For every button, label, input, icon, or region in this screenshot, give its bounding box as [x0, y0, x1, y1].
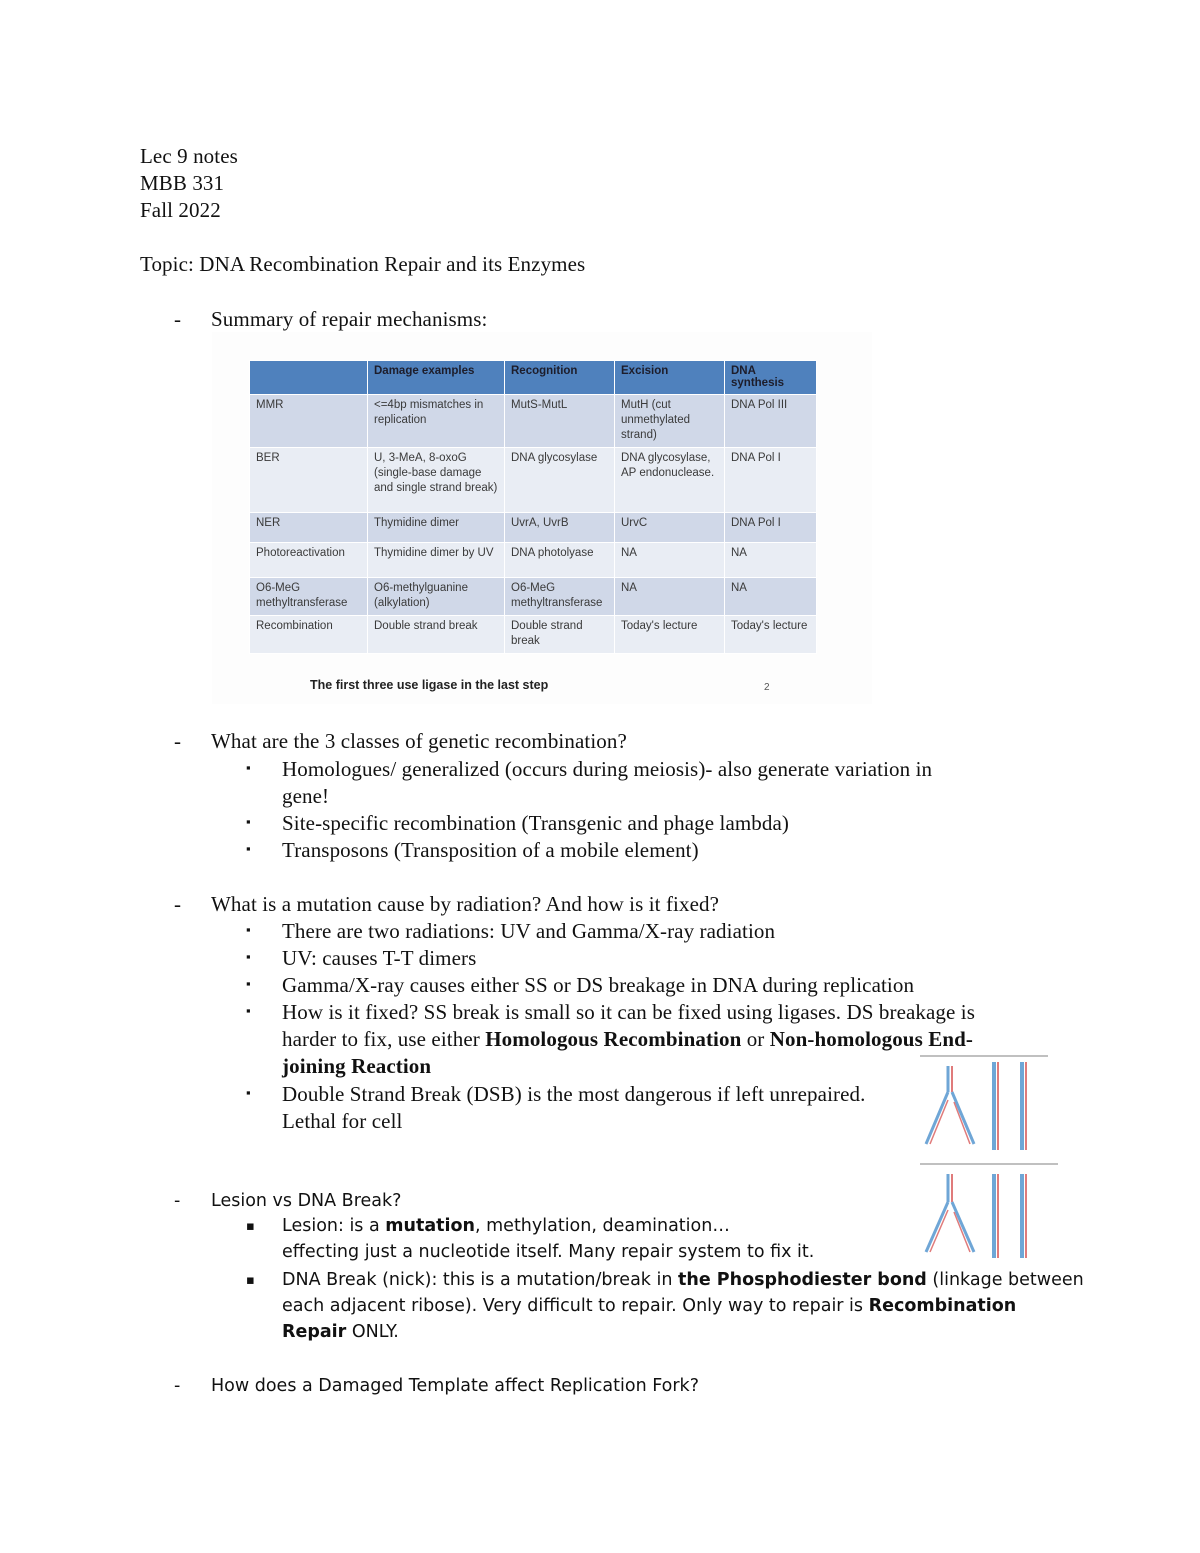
list-dash: -: [174, 729, 182, 753]
table-cell: MutS-MutL: [505, 395, 615, 448]
list-item: Gamma/X-ray causes either SS or DS breakage in DNA during replication: [282, 973, 915, 997]
slide-number: 2: [764, 682, 770, 693]
repair-summary-slide: [212, 332, 872, 704]
table-cell: DNA Pol I: [725, 513, 817, 543]
table-cell: NER: [250, 513, 368, 543]
fork-diagram-bottom: [926, 1174, 1027, 1258]
text-run: ONLY.: [346, 1322, 399, 1342]
bold-term: joining Reaction: [282, 1054, 432, 1078]
bullet-square: ▪: [246, 976, 251, 991]
question-lesion-vs-break: Lesion vs DNA Break?: [211, 1191, 402, 1211]
text-run: Lesion: is a: [282, 1216, 386, 1236]
table-cell: <=4bp mismatches in replication: [368, 395, 505, 448]
table-cell: NA: [725, 578, 817, 616]
list-dash: -: [174, 1376, 181, 1396]
list-dash: -: [174, 1191, 181, 1211]
table-cell: O6-MeG methyltransferase: [505, 578, 615, 616]
question-radiation: What is a mutation cause by radiation? And how is it fixed?: [211, 892, 720, 916]
bold-term: Homologous Recombination: [485, 1027, 742, 1051]
table-cell: MMR: [250, 395, 368, 448]
list-item: UV: causes T-T dimers: [282, 946, 477, 970]
table-cell: NA: [615, 543, 725, 578]
bullet-square: ▪: [246, 922, 251, 937]
table-cell: O6-MeG methyltransferase: [250, 578, 368, 616]
table-cell: Today's lecture: [725, 616, 817, 654]
list-item: Double Strand Break (DSB) is the most dangerous if left unrepaired.: [282, 1082, 866, 1106]
table-cell: U, 3-MeA, 8-oxoG (single-base damage and single strand break): [368, 448, 505, 513]
table-header: DNA synthesis: [725, 361, 817, 395]
summary-heading: Summary of repair mechanisms:: [211, 307, 488, 331]
text-run: each adjacent ribose). Very difficult to repair. Only way to repair is: [282, 1296, 869, 1316]
table-cell: UvrA, UvrB: [505, 513, 615, 543]
question-damaged-template: How does a Damaged Template affect Replication Fork?: [211, 1376, 699, 1396]
fork-diagram-top: [920, 1056, 1058, 1164]
table-cell: Double strand break: [368, 616, 505, 654]
replication-fork-figure: [918, 1052, 1064, 1268]
table-cell: Recombination: [250, 616, 368, 654]
table-cell: Thymidine dimer: [368, 513, 505, 543]
list-dash: -: [174, 307, 182, 331]
bullet-square: ▪: [246, 1219, 255, 1234]
list-item: How is it fixed? SS break is small so it can be fixed using ligases. DS breakage is: [282, 1000, 976, 1024]
table-cell: NA: [615, 578, 725, 616]
note-title: Lec 9 notes: [140, 144, 238, 168]
text-run: (linkage between: [926, 1270, 1084, 1290]
list-item: Site-specific recombination (Transgenic and phage lambda): [282, 811, 790, 835]
table-cell: DNA glycosylase, AP endonuclease.: [615, 448, 725, 513]
list-item: Transposons (Transposition of a mobile element): [282, 838, 699, 862]
table-cell: Thymidine dimer by UV: [368, 543, 505, 578]
table-header: Recognition: [505, 361, 615, 395]
slide-caption: The first three use ligase in the last step: [310, 678, 549, 692]
table-row: [250, 616, 817, 654]
text-run: , methylation, deamination…: [475, 1216, 730, 1236]
list-item: [282, 1216, 730, 1236]
bullet-square: ▪: [246, 1273, 255, 1288]
table-row: [250, 395, 817, 448]
term: Fall 2022: [140, 198, 221, 222]
table-cell: Today's lecture: [615, 616, 725, 654]
table-row: [250, 578, 817, 616]
table-cell: O6-methylguanine (alkylation): [368, 578, 505, 616]
bullet-square: ▪: [246, 1003, 251, 1018]
list-item-continued: [282, 1027, 973, 1052]
text-run: DNA Break (nick): this is a mutation/break in: [282, 1270, 679, 1290]
list-item-continued: Lethal for cell: [282, 1109, 403, 1133]
list-item: Homologues/ generalized (occurs during meiosis)- also generate variation in: [282, 757, 933, 781]
table-cell: DNA photolyase: [505, 543, 615, 578]
list-item: There are two radiations: UV and Gamma/X-ray radiation: [282, 919, 776, 943]
table-cell: Photoreactivation: [250, 543, 368, 578]
list-dash: -: [174, 892, 182, 916]
bold-term: Recombination: [868, 1296, 1017, 1316]
table-cell: NA: [725, 543, 817, 578]
bullet-square: ▪: [246, 814, 251, 829]
table-header: Damage examples: [368, 361, 505, 395]
question-recombination-classes: What are the 3 classes of genetic recombination?: [211, 729, 627, 753]
table-header: Excision: [615, 361, 725, 395]
bullet-square: ▪: [246, 1085, 251, 1100]
list-item-continued: [282, 1296, 1016, 1316]
table-cell: MutH (cut unmethylated strand): [615, 395, 725, 448]
table-row: [250, 513, 817, 543]
table-header: [250, 361, 368, 395]
bold-term: Repair: [282, 1322, 347, 1342]
table-cell: UrvC: [615, 513, 725, 543]
table-cell: DNA Pol I: [725, 448, 817, 513]
list-item-continued: [282, 1322, 399, 1342]
table-cell: BER: [250, 448, 368, 513]
text-run: or: [741, 1027, 770, 1051]
bullet-square: ▪: [246, 841, 251, 856]
topic-line: Topic: DNA Recombination Repair and its Enzymes: [140, 252, 586, 276]
table-row: [250, 543, 817, 578]
text-run: harder to fix, use either: [282, 1027, 486, 1051]
bullet-square: ▪: [246, 760, 251, 775]
table-cell: DNA Pol III: [725, 395, 817, 448]
repair-table: [249, 360, 817, 654]
course-code: MBB 331: [140, 171, 225, 195]
bullet-square: ▪: [246, 949, 251, 964]
list-item-continued: [282, 1054, 431, 1079]
list-item: gene!: [282, 784, 330, 808]
table-cell: Double strand break: [505, 616, 615, 654]
list-item: [282, 1270, 1084, 1290]
list-item-continued: effecting just a nucleotide itself. Many repair system to fix it.: [282, 1242, 815, 1262]
bold-term: Non-homologous End-: [769, 1027, 973, 1051]
bold-term: the Phosphodiester bond: [678, 1270, 927, 1290]
bold-term: mutation: [385, 1216, 475, 1236]
table-row: [250, 448, 817, 513]
table-cell: DNA glycosylase: [505, 448, 615, 513]
